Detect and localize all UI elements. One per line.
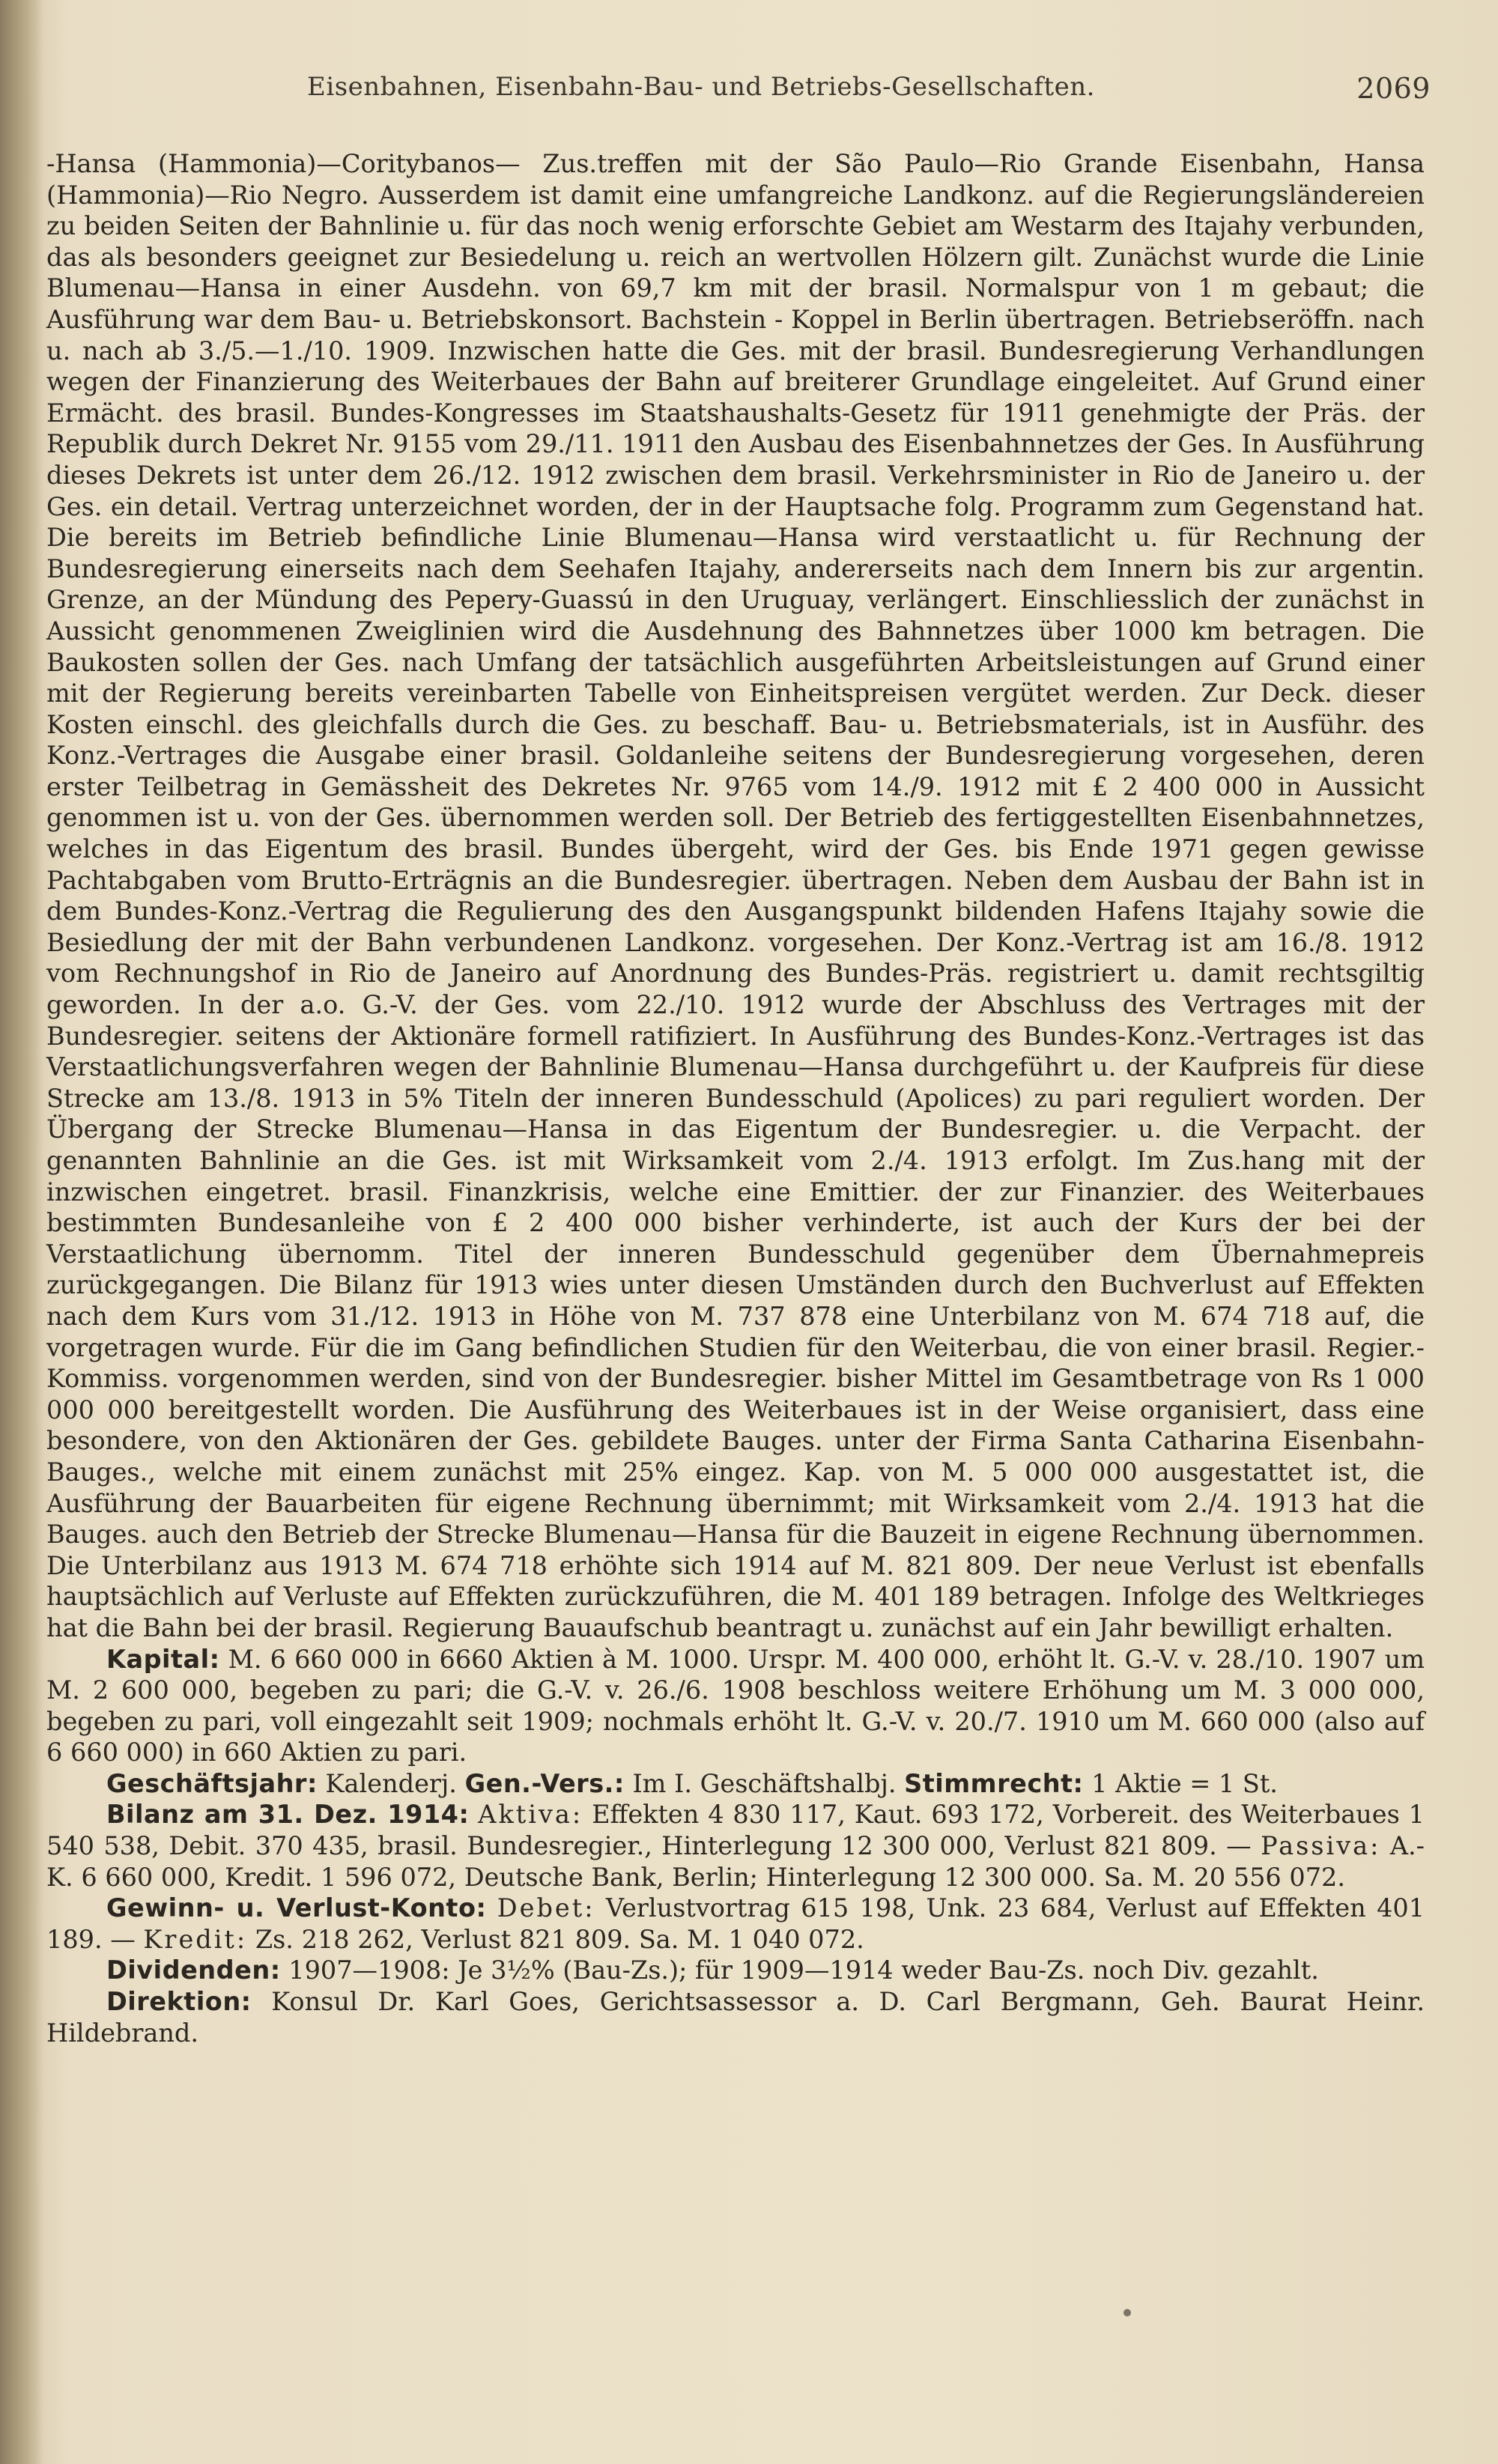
gewinn-label: Gewinn- u. Verlust-Konto:	[106, 1893, 487, 1923]
history-paragraph: -Hansa (Hammonia)—Coritybanos— Zus.treffen mit der São Paulo—Rio Grande Eisenbahn, Hansa (Hammonia)—Rio Negro. Ausserdem ist damit eine umfangreiche Landkonz. auf die Regierungsländereien zu beiden Seiten der Bahnlinie u. für das noch wenig erforschte Gebiet am Westarm des Itajahy verbunden, das als besonders geeignet zur Besiedelung u. reich an wertvollen Hölzern gilt. Zunächst wurde die Linie Blumenau—Hansa in einer Ausdehn. von 69,7 km mit der brasil. Normalspur von 1 m gebaut; die Ausführung war dem Bau- u. Betriebskonsort. Bachstein - Koppel in Berlin übertragen. Betriebseröffn. nach u. nach ab 3./5.—1./10. 1909. Inzwischen hatte die Ges. mit der brasil. Bundesregierung Verhandlungen wegen der Finanzierung des Weiterbaues der Bahn auf breiterer Grundlage eingeleitet. Auf Grund einer Ermächt. des brasil. Bundes-Kongresses im Staatshaushalts-Gesetz für 1911 genehmigte der Präs. der Republik durch Dekret Nr. 9155 vom 29./11. 1911 den Ausbau des Eisenbahnnetzes der Ges. In Ausführung dieses Dekrets ist unter dem 26./12. 1912 zwischen dem brasil. Verkehrsminister in Rio de Janeiro u. der Ges. ein detail. Vertrag unterzeichnet worden, der in der Hauptsache folg. Programm zum Gegenstand hat. Die bereits im Betrieb befindliche Linie Blumenau—Hansa wird verstaatlicht u. für Rechnung der Bundesregierung einerseits nach dem Seehafen Itajahy, andererseits nach dem Innern bis zur argentin. Grenze, an der Mündung des Pepery-Guassú in den Uruguay, verlängert. Einschliesslich der zunächst in Aussicht genommenen Zweiglinien wird die Ausdehnung des Bahnnetzes über 1000 km betragen. Die Baukosten sollen der Ges. nach Umfang der tatsächlich ausgeführten Arbeitsleistungen auf Grund einer mit der Regierung bereits vereinbarten Tabelle von Einheitspreisen vergütet werden. Zur Deck. dieser Kosten einschl. des gleichfalls durch die Ges. zu beschaff. Bau- u. Betriebsmaterials, ist in Ausführ. des Konz.-Vertrages die Ausgabe einer brasil. Goldanleihe seitens der Bundesregierung vorgesehen, deren erster Teilbetrag in Gemässheit des Dekretes Nr. 9765 vom 14./9. 1912 mit £ 2 400 000 in Aussicht genommen ist u. von der Ges. übernommen werden soll. Der Betrieb des fertiggestellten Eisenbahnnetzes, welches in das Eigentum des brasil. Bundes übergeht, wird der Ges. bis Ende 1971 gegen gewisse Pachtabgaben vom Brutto-Erträgnis an die Bundesregier. übertragen. Neben dem Ausbau der Bahn ist in dem Bundes-Konz.-Vertrag die Regulierung des den Ausgangspunkt bildenden Hafens Itajahy sowie die Besiedlung der mit der Bahn verbundenen Landkonz. vorgesehen. Der Konz.-Vertrag ist am 16./8. 1912 vom Rechnungshof in Rio de Janeiro auf Anordnung des Bundes-Präs. registriert u. damit rechtsgiltig geworden. In der a.o. G.-V. der Ges. vom 22./10. 1912 wurde der Abschluss des Vertrages mit der Bundesregier. seitens der Aktionäre formell ratifiziert. In Ausführung des Bundes-Konz.-Vertrages ist das Verstaatlichungsverfahren wegen der Bahnlinie Blumenau—Hansa durchgeführt u. der Kaufpreis für diese Strecke am 13./8. 1913 in 5% Titeln der inneren Bundesschuld (Apolices) zu pari reguliert worden. Der Übergang der Strecke Blumenau—Hansa in das Eigentum der Bundesregier. u. die Verpacht. der genannten Bahnlinie an die Ges. ist mit Wirksamkeit vom 2./4. 1913 erfolgt. Im Zus.hang mit der inzwischen eingetret. brasil. Finanzkrisis, welche eine Emittier. der zur Finanzier. des Weiterbaues bestimmten Bundesanleihe von £ 2 400 000 bisher verhinderte, ist auch der Kurs der bei der Verstaatlichung übernomm. Titel der inneren Bundesschuld gegenüber dem Übernahmepreis zurückgegangen. Die Bilanz für 1913 wies unter diesen Umständen durch den Buchverlust auf Effekten nach dem Kurs vom 31./12. 1913 in Höhe von M. 737 878 eine Unterbilanz von M. 674 718 auf, die vorgetragen wurde. Für die im Gang befindlichen Studien für den Weiterbau, die von einer brasil. Regier.-Kommiss. vorgenommen werden, sind von der Bundesregier. bisher Mittel im Gesamtbetrage von Rs 1 000 000 000 bereitgestellt worden. Die Ausführung des Weiterbaues ist in der Weise organisiert, dass eine besondere, von den Aktionären der Ges. gebildete Bauges. unter der Firma Santa Catharina Eisenbahn-Bauges., welche mit einem zunächst mit 25% eingez. Kap. von M. 5 000 000 ausgestattet ist, die Ausführung der Bauarbeiten für eigene Rechnung übernimmt; mit Wirksamkeit vom 2./4. 1913 hat die Bauges. auch den Betrieb der Strecke Blumenau—Hansa für die Bauzeit in eigene Rechnung übernommen. Die Unterbilanz aus 1913 M. 674 718 erhöhte sich 1914 auf M. 821 809. Der neue Verlust ist ebenfalls hauptsächlich auf Verluste auf Effekten zurückzuführen, die M. 401 189 betragen. Infolge des Weltkrieges hat die Bahn bei der brasil. Regierung Bauaufschub beantragt u. zunächst auf ein Jahr bewilligt erhalten.	[46, 149, 1425, 1642]
bilanz-label: Bilanz am 31. Dez. 1914:	[106, 1800, 470, 1830]
kapital-section	[46, 1644, 1425, 1768]
debet-label: Debet:	[497, 1893, 595, 1923]
direktion-text: Konsul Dr. Karl Goes, Gerichtsassessor a. D. Carl Bergmann, Geh. Baurat Heinr. Hildebrand.	[46, 1987, 1425, 2048]
stimmrecht-text: 1 Aktie = 1 St.	[1091, 1768, 1278, 1798]
ink-speck	[1124, 2309, 1131, 2316]
book-spine-shadow	[0, 0, 43, 2464]
aktiva-label: Aktiva:	[478, 1800, 583, 1830]
debet-text: Verlustvortrag 615 198, Unk. 23 684, Verlust auf Effekten 401 189. —	[46, 1893, 1425, 1954]
gewinn-section	[46, 1893, 1425, 1955]
kapital-label: Kapital:	[106, 1644, 220, 1674]
page-number: 2069	[1356, 72, 1431, 105]
direktion-label: Direktion:	[106, 1987, 252, 2017]
gen-vers-label: Gen.-Vers.:	[464, 1768, 625, 1798]
kapital-text: M. 6 660 000 in 6660 Aktien à M. 1000. Urspr. M. 400 000, erhöht lt. G.-V. v. 28./10. 1907 um M. 2 600 000, begeben zu pari; die G.-V. v. 26./6. 1908 beschloss weitere Erhöhung um M. 3 000 000, begeben zu pari, voll eingezahlt seit 1909; nochmals erhöht lt. G.-V. v. 20./7. 1910 um M. 660 000 (also auf 6 660 000) in 660 Aktien zu pari.	[46, 1644, 1425, 1767]
article-body	[46, 148, 1425, 2048]
aktiva-text: Effekten 4 830 117, Kaut. 693 172, Vorbereit. des Weiterbaues 1 540 538, Debit. 370 435, brasil. Bundesregier., Hinterlegung 12 300 000, Verlust 821 809. —	[46, 1800, 1425, 1861]
header-title: Eisenbahnen, Eisenbahn-Bau- und Betriebs-Gesellschaften.	[307, 72, 1095, 102]
kredit-text: Zs. 218 262, Verlust 821 809. Sa. M. 1 040 072.	[255, 1924, 864, 1954]
dividenden-text: 1907—1908: Je 3½% (Bau-Zs.); für 1909—1914 weder Bau-Zs. noch Div. gezahlt.	[288, 1955, 1319, 1985]
direktion-section	[46, 1986, 1425, 2048]
passiva-text: A.-K. 6 660 000, Kredit. 1 596 072, Deutsche Bank, Berlin; Hinterlegung 12 300 000. Sa. M. 20 556 072.	[46, 1831, 1425, 1892]
stimmrecht-label: Stimmrecht:	[904, 1768, 1084, 1798]
geschaeftsjahr-label: Geschäftsjahr:	[106, 1768, 318, 1798]
dividenden-section	[46, 1955, 1425, 1986]
dividenden-label: Dividenden:	[106, 1955, 281, 1985]
bilanz-section	[46, 1799, 1425, 1893]
geschaeftsjahr-text: Kalenderj.	[325, 1768, 457, 1798]
running-header	[307, 72, 1431, 117]
kredit-label: Kredit:	[143, 1924, 248, 1954]
gen-vers-text: Im I. Geschäftshalbj.	[632, 1768, 897, 1798]
passiva-label: Passiva:	[1261, 1831, 1381, 1861]
geschaeftsjahr-section	[46, 1768, 1425, 1800]
